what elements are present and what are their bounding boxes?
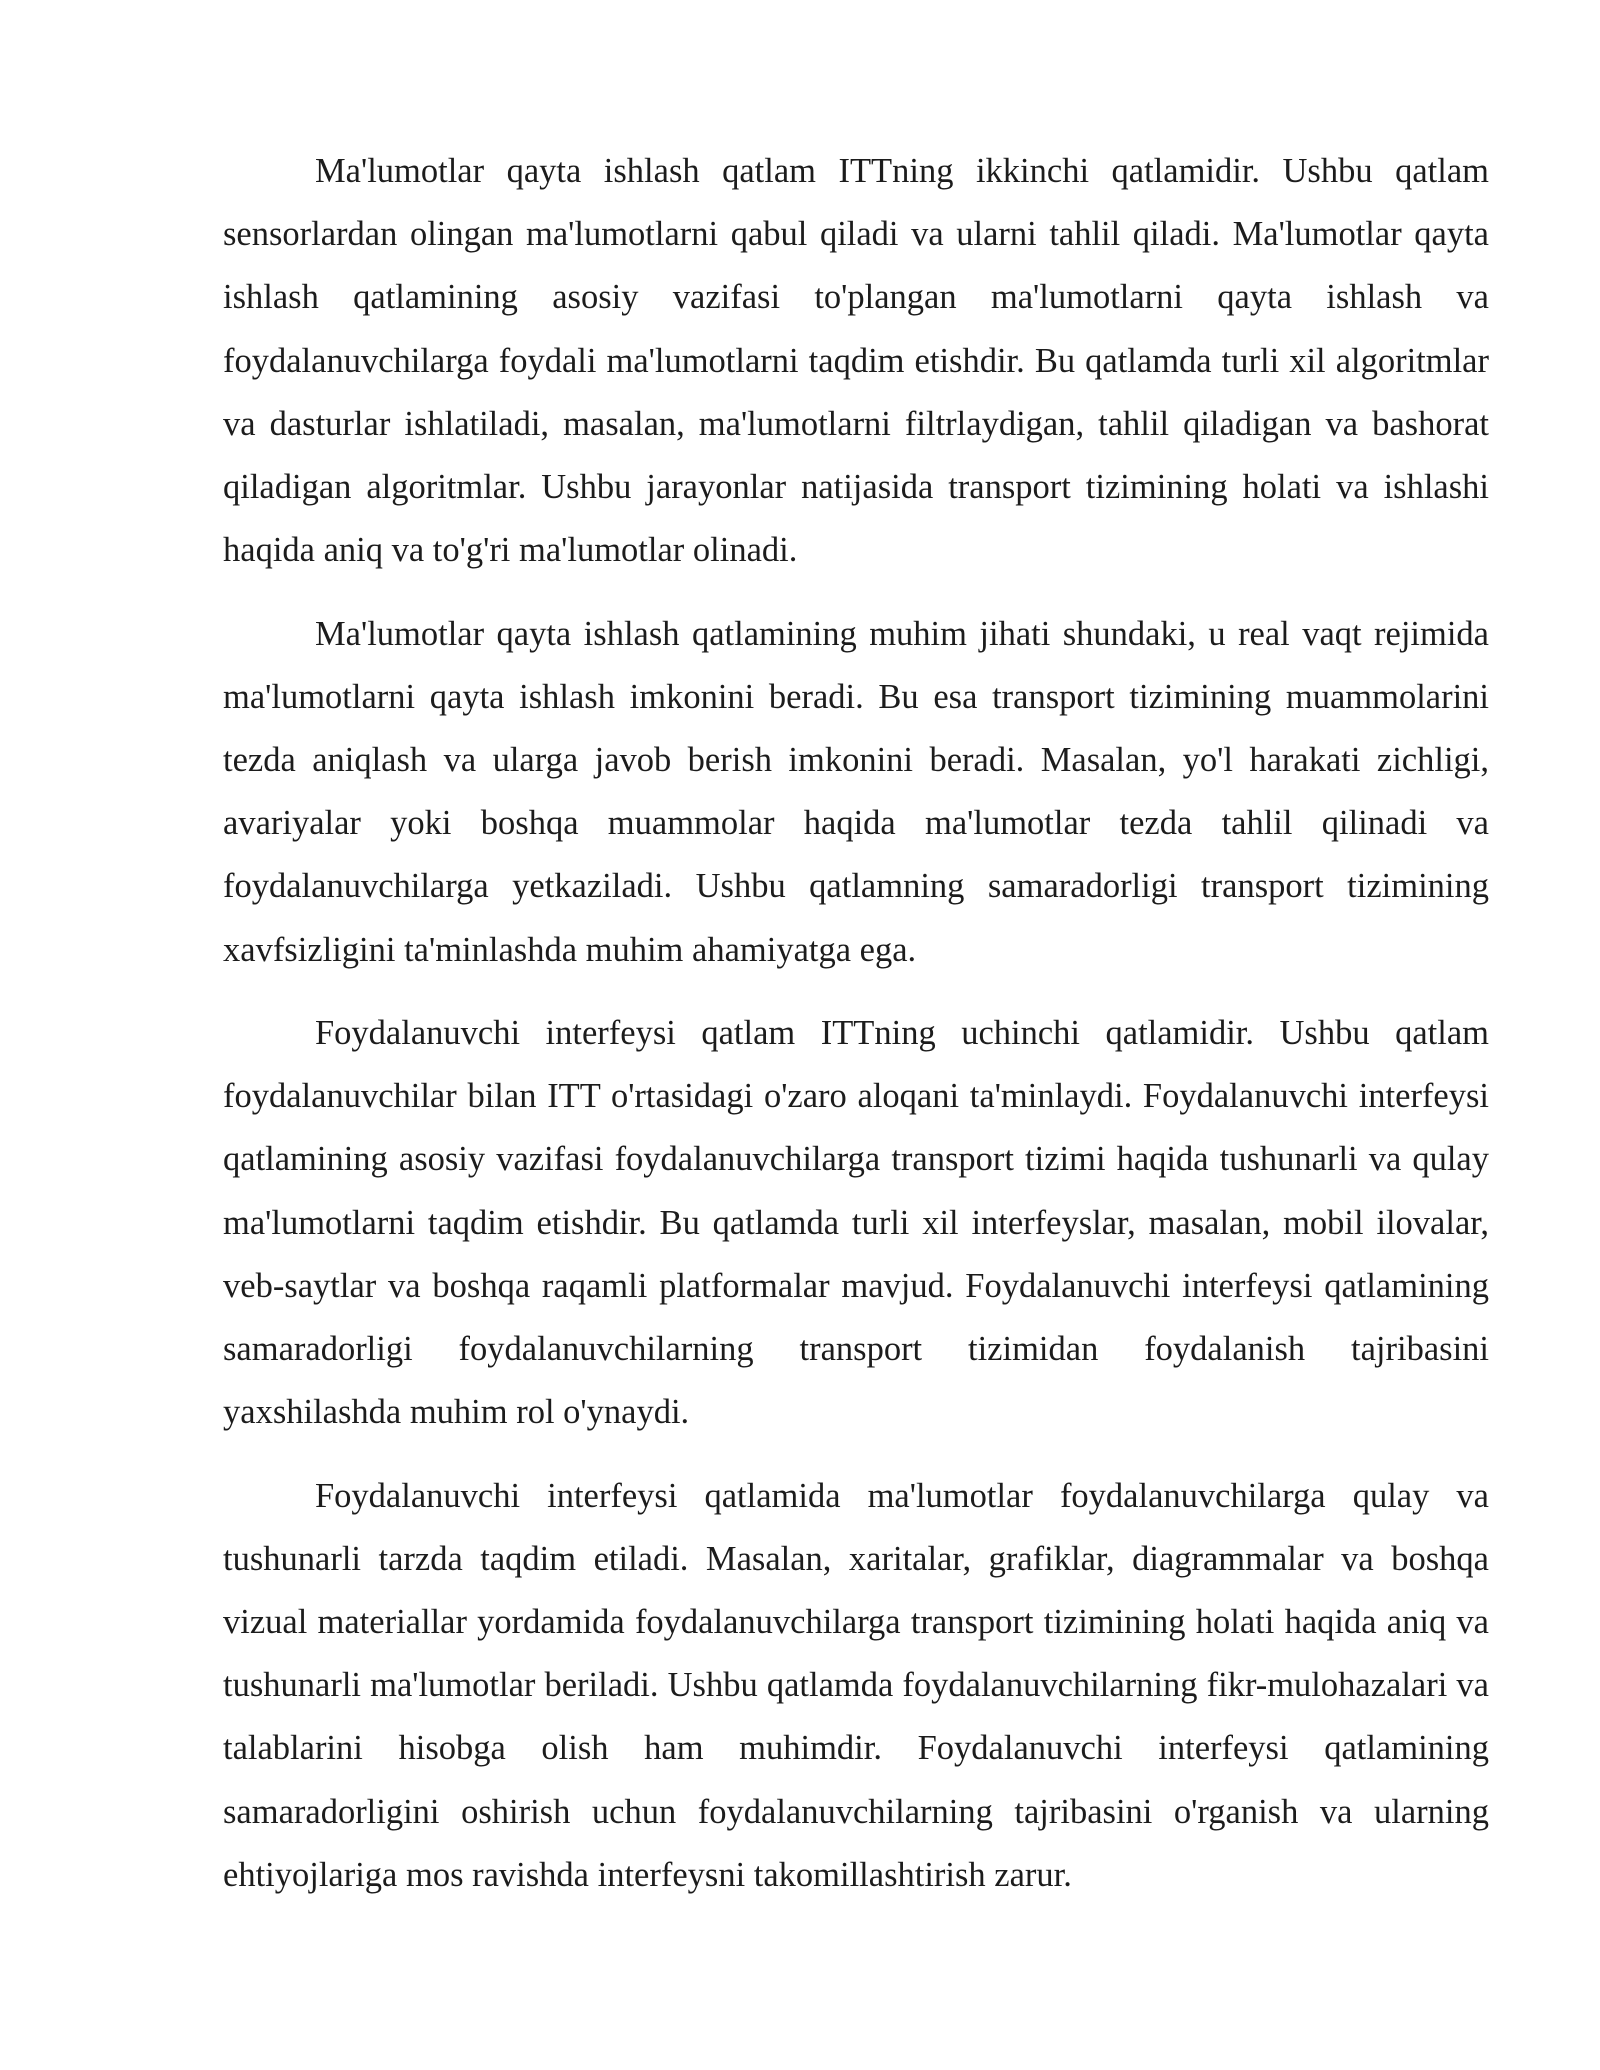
document-body: [223, 140, 1489, 1907]
paragraph-user-interface-layer: Foydalanuvchi interfeysi qatlam ITTning uchinchi qatlamidir. Ushbu qatlam foydalanuvchilar bilan ITT o'rtasidagi o'zaro aloqani ta'minlaydi. Foydalanuvchi interfeysi qatlamining asosiy vazifasi foydalanuvchilarga transport tizimi haqida tushunarli va qulay ma'lumotlarni taqdim etishdir. Bu qatlamda turli xil interfeyslar, masalan, mobil ilovalar, veb-saytlar va boshqa raqamli platformalar mavjud. Foydalanuvchi interfeysi qatlamining samaradorligi foydalanuvchilarning transport tizimidan foydalanish tajribasini yaxshilashda muhim rol o'ynaydi.: [223, 1014, 1489, 1432]
paragraph-data-processing-layer: Ma'lumotlar qayta ishlash qatlam ITTning ikkinchi qatlamidir. Ushbu qatlam sensorlardan olingan ma'lumotlarni qabul qiladi va ularni tahlil qiladi. Ma'lumotlar qayta ishlash qatlamining asosiy vazifasi to'plangan ma'lumotlarni qayta ishlash va foydalanuvchilarga foydali ma'lumotlarni taqdim etishdir. Bu qatlamda turli xil algoritmlar va dasturlar ishlatiladi, masalan, ma'lumotlarni filtrlaydigan, tahlil qiladigan va bashorat qiladigan algoritmlar. Ushbu jarayonlar natijasida transport tizimining holati va ishlashi haqida aniq va to'g'ri ma'lumotlar olinadi.: [223, 152, 1489, 570]
paragraph-real-time-processing: Ma'lumotlar qayta ishlash qatlamining muhim jihati shundaki, u real vaqt rejimida ma'lumotlarni qayta ishlash imkonini beradi. Bu esa transport tizimining muammolarini tezda aniqlash va ularga javob berish imkonini beradi. Masalan, yo'l harakati zichligi, avariyalar yoki boshqa muammolar haqida ma'lumotlar tezda tahlil qilinadi va foydalanuvchilarga yetkaziladi. Ushbu qatlamning samaradorligi transport tizimining xavfsizligini ta'minlashda muhim ahamiyatga ega.: [223, 614, 1489, 969]
paragraph-user-interface-presentation: Foydalanuvchi interfeysi qatlamida ma'lumotlar foydalanuvchilarga qulay va tushunarli tarzda taqdim etiladi. Masalan, xaritalar, grafiklar, diagrammalar va boshqa vizual materiallar yordamida foydalanuvchilarga transport tizimining holati haqida aniq va tushunarli ma'lumotlar beriladi. Ushbu qatlamda foydalanuvchilarning fikr-mulohazalari va talablarini hisobga olish ham muhimdir. Foydalanuvchi interfeysi qatlamining samaradorligini oshirish uchun foydalanuvchilarning tajribasini o'rganish va ularning ehtiyojlariga mos ravishda interfeysni takomillashtirish zarur.: [223, 1476, 1489, 1894]
